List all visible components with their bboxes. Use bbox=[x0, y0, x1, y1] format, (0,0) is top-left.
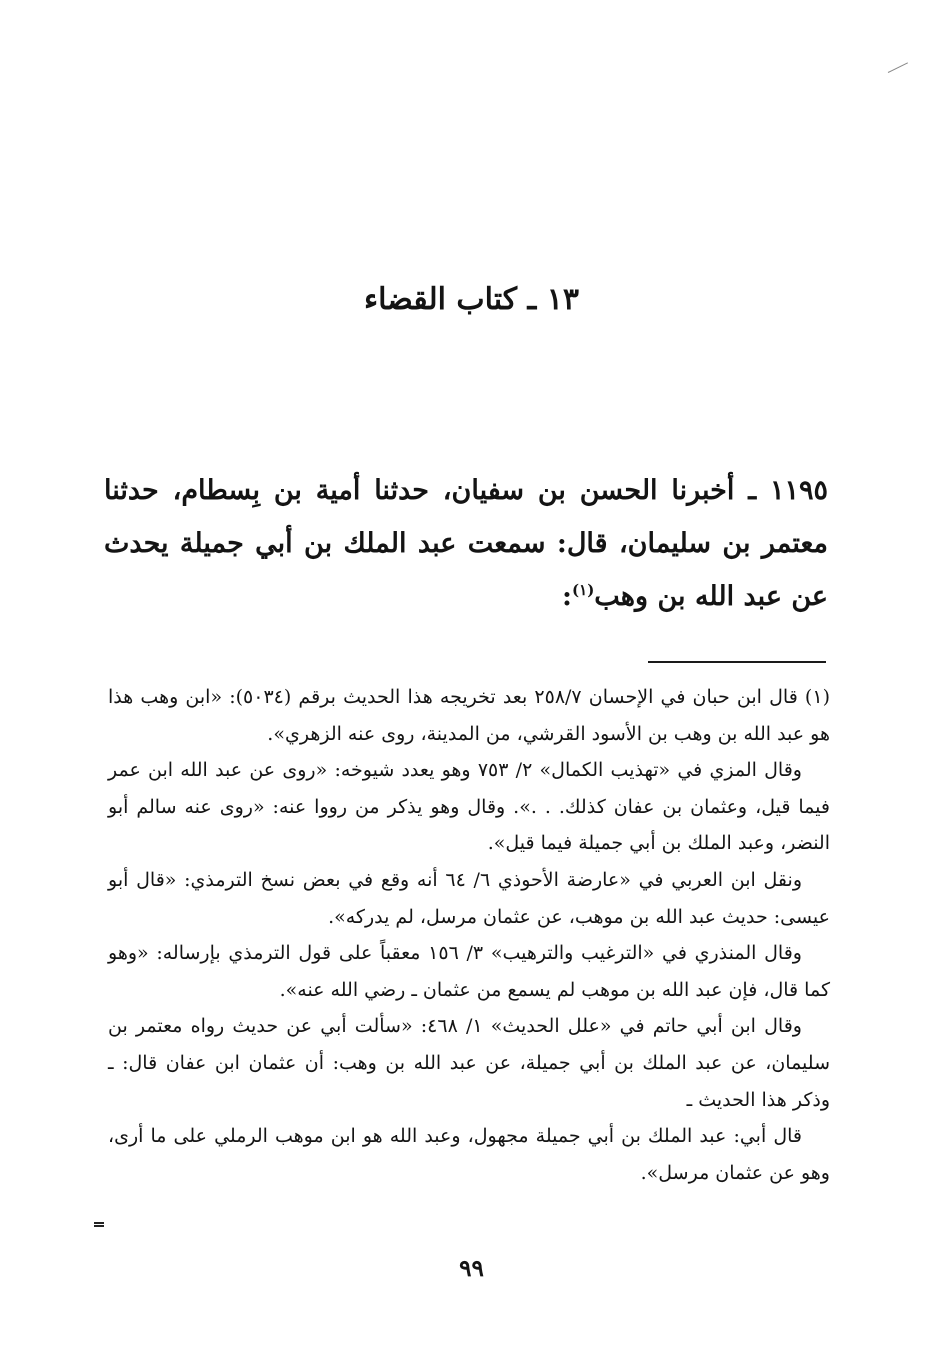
footnote-paragraph: قال أبي: عبد الملك بن أبي جميلة مجهول، وعبد الله هو ابن موهب الرملي على ما أرى، وهو عن عثمان مرسل». bbox=[108, 1125, 830, 1184]
chapter-title: ١٣ ـ كتاب القضاء bbox=[364, 282, 579, 317]
footnote-paragraph: وقال المزي في «تهذيب الكمال» ٢/ ٧٥٣ وهو يعدد شيوخه: «روى عن عبد الله ابن عمر فيما قيل، وعثمان بن عفان كذلك. . .». وقال وهو يذكر من رووا عنه: «روى عنه سالم أبو النضر، وعبد الملك بن أبي جميلة فيما قيل». bbox=[108, 759, 830, 855]
footnote-paragraph: وقال ابن أبي حاتم في «علل الحديث» ١/ ٤٦٨: «سألت أبي عن حديث رواه معتمر بن سليمان، عن عبد الملك بن أبي جميلة، عن عبد الله بن وهب: أن عثمان ابن عفان قال: ـ وذكر هذا الحديث ـ bbox=[108, 1015, 830, 1111]
footnotes bbox=[108, 679, 830, 1191]
footnote-paragraph: (١) قال ابن حبان في الإحسان ٢٥٨/٧ بعد تخريجه هذا الحديث برقم (٥٠٣٤): «ابن وهب هذا هو عبد الله بن وهب بن الأسود القرشي، من المدينة، روى عنه الزهري». bbox=[108, 686, 830, 745]
footnote-divider bbox=[648, 661, 826, 663]
page-number: ٩٩ bbox=[459, 1255, 484, 1282]
footnote-reference[interactable]: (١) bbox=[572, 581, 595, 599]
hadith-text bbox=[104, 464, 828, 623]
footnote-paragraph: ونقل ابن العربي في «عارضة الأحوذي ٦/ ٦٤ أنه وقع في بعض نسخ الترمذي: «قال أبو عيسى: حديث عبد الله بن موهب، عن عثمان مرسل، لم يدركه». bbox=[108, 868, 830, 928]
hadith-body: ١١٩٥ ـ أخبرنا الحسن بن سفيان، حدثنا أمية بن بِسطام، حدثنا معتمر بن سليمان، قال: سمعت عبد الملك بن أبي جميلة يحدث عن عبد الله بن وهب bbox=[104, 475, 828, 612]
footnote-paragraph: وقال المنذري في «الترغيب والترهيب» ٣/ ١٥٦ معقباً على قول الترمذي بإرساله: «وهو كما قال، فإن عبد الله بن موهب لم يسمع من عثمان ـ رضي الله عنه». bbox=[108, 942, 830, 1001]
margin-mark bbox=[94, 1222, 104, 1227]
scan-mark bbox=[888, 62, 908, 73]
hadith-tail: : bbox=[562, 581, 573, 612]
